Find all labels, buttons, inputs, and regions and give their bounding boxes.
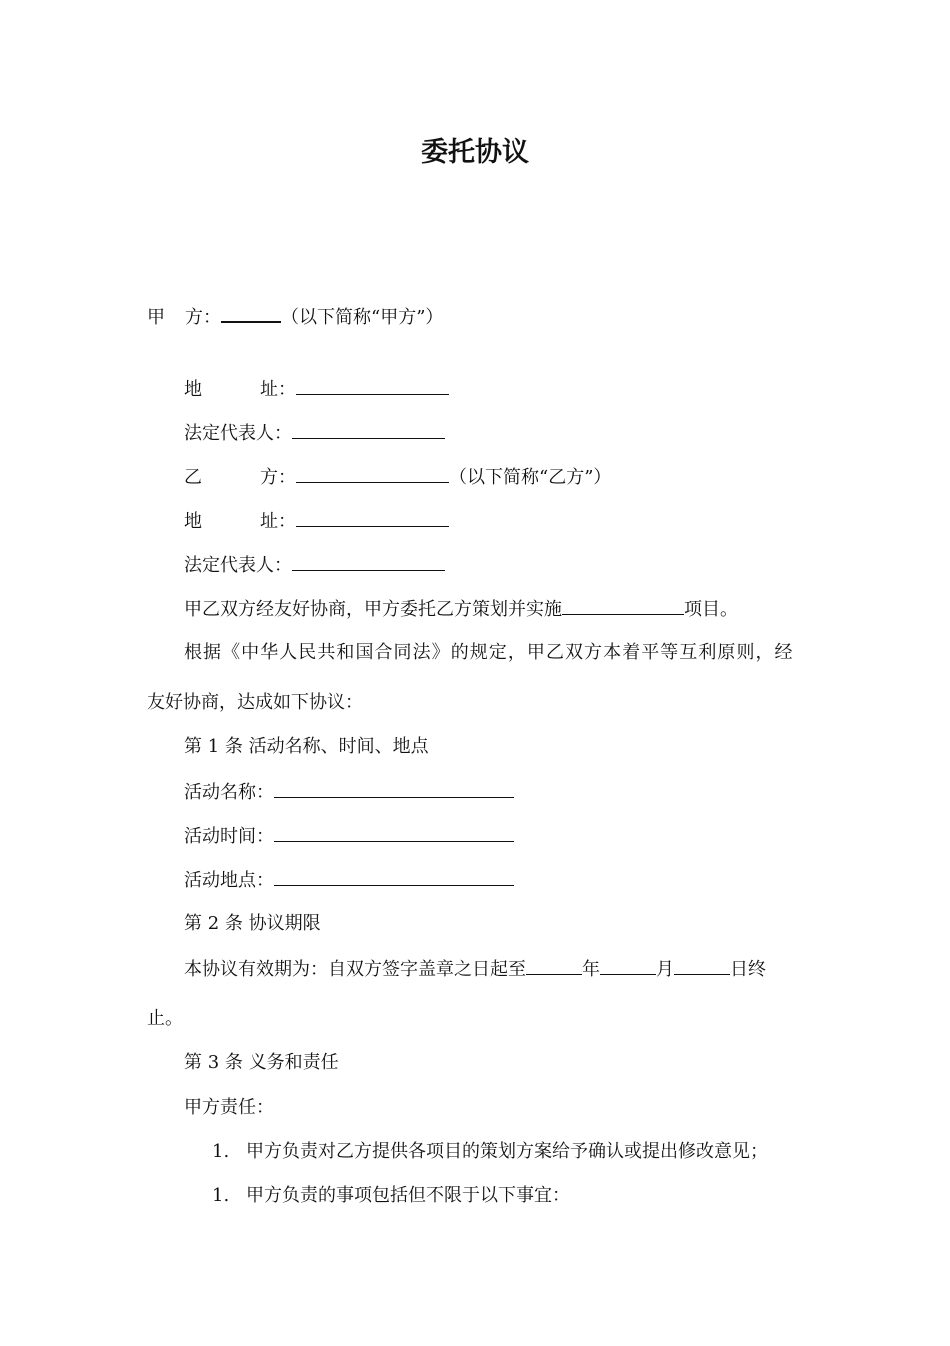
party-a-label-1: 甲 <box>147 307 165 328</box>
intro-line-1 <box>184 596 738 622</box>
term-year-label: 年 <box>582 959 600 980</box>
activity-name-blank[interactable] <box>274 779 514 798</box>
party-b-address-blank[interactable] <box>296 508 449 527</box>
party-a-address-line <box>184 376 449 402</box>
term-month-blank[interactable] <box>600 956 656 975</box>
list-item <box>212 1183 570 1209</box>
intro-line-2: 根据《中华人民共和国合同法》的规定，甲乙双方本着平等互利原则，经 <box>184 642 794 663</box>
activity-time-blank[interactable] <box>274 823 514 842</box>
activity-name-line <box>184 779 514 805</box>
article-3-heading: 第 3 条 义务和责任 <box>184 1052 339 1073</box>
term-year-blank[interactable] <box>526 956 582 975</box>
party-a-duty-label: 甲方责任： <box>184 1097 274 1118</box>
party-b-label-2: 方： <box>260 467 296 488</box>
activity-time-line <box>184 823 514 849</box>
intro-line-1-post: 项目。 <box>684 599 738 620</box>
term-month-label: 月 <box>656 959 674 980</box>
article-1-heading: 第 1 条 活动名称、时间、地点 <box>184 736 429 757</box>
activity-time-label: 活动时间： <box>184 826 274 847</box>
party-b-line <box>184 464 611 490</box>
term-line-2: 止。 <box>147 1008 183 1029</box>
term-day-label: 日终 <box>730 959 766 980</box>
term-line-1 <box>184 956 766 982</box>
party-a-name-blank[interactable] <box>221 303 281 323</box>
party-b-address-label-1: 地 <box>184 511 202 532</box>
party-a-address-blank[interactable] <box>296 376 449 395</box>
party-a-line <box>147 303 443 329</box>
party-b-label-1: 乙 <box>184 467 202 488</box>
party-a-rep-line <box>184 420 445 446</box>
party-a-address-label-1: 地 <box>184 379 202 400</box>
party-b-alias: （以下简称“乙方”） <box>449 467 612 488</box>
party-a-alias: （以下简称“甲方”） <box>281 307 444 328</box>
list-item-text: 甲方负责的事项包括但不限于以下事宜： <box>246 1185 570 1206</box>
party-b-rep-blank[interactable] <box>292 552 445 571</box>
list-item <box>212 1139 768 1165</box>
project-blank[interactable] <box>562 596 684 615</box>
party-a-address-label-2: 址： <box>260 379 296 400</box>
activity-name-label: 活动名称： <box>184 782 274 803</box>
activity-place-blank[interactable] <box>274 867 514 886</box>
intro-line-3: 友好协商，达成如下协议： <box>147 692 363 713</box>
party-b-address-label-2: 址： <box>260 511 296 532</box>
page-title: 委托协议 <box>421 137 529 168</box>
party-a-label-2: 方： <box>185 307 221 328</box>
list-item-number: 1. <box>212 1185 230 1206</box>
party-b-rep-line <box>184 552 445 578</box>
activity-place-line <box>184 867 514 893</box>
list-item-number: 1. <box>212 1141 230 1162</box>
party-a-rep-blank[interactable] <box>292 420 445 439</box>
activity-place-label: 活动地点： <box>184 870 274 891</box>
party-a-rep-label: 法定代表人： <box>184 423 292 444</box>
party-b-rep-label: 法定代表人： <box>184 555 292 576</box>
article-2-heading: 第 2 条 协议期限 <box>184 913 321 934</box>
party-b-name-blank[interactable] <box>296 464 449 483</box>
term-day-blank[interactable] <box>674 956 730 975</box>
party-b-address-line <box>184 508 449 534</box>
term-line-1-pre: 本协议有效期为：自双方签字盖章之日起至 <box>184 959 526 980</box>
list-item-text: 甲方负责对乙方提供各项目的策划方案给予确认或提出修改意见； <box>246 1141 768 1162</box>
intro-line-1-pre: 甲乙双方经友好协商，甲方委托乙方策划并实施 <box>184 599 562 620</box>
